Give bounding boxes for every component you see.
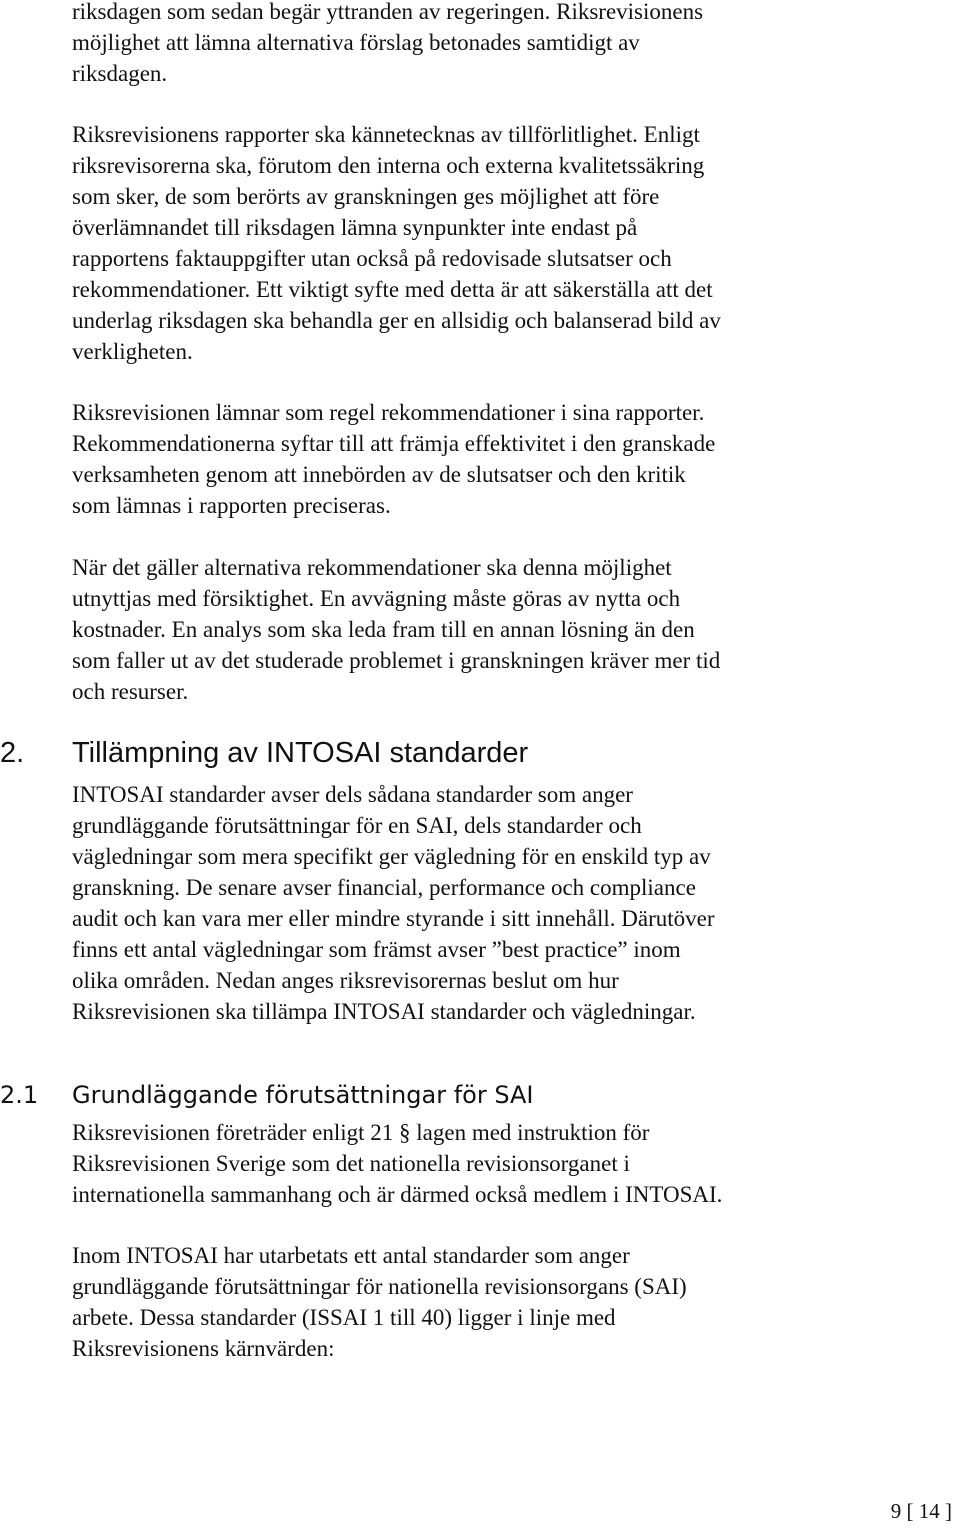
page-number: 9 [ 14 ] — [890, 1499, 952, 1523]
section-title: Tillämpning av INTOSAI standarder — [72, 737, 529, 769]
section-heading-2-1 — [0, 1080, 900, 1110]
subsection-number: 2.1 — [0, 1081, 39, 1109]
subsection-title: Grundläggande förutsättningar för SAI — [72, 1081, 534, 1109]
section-heading-2 — [0, 736, 900, 770]
paragraph-recommendations: Riksrevisionen lämnar som regel rekommendationer i sina rapporter. Rekommendationerna syftar till att främja effektivitet i den granskade verksamheten genom att innebörden av de slutsatser och den kritik som lämnas i rapporten preciseras. — [72, 400, 716, 518]
section-number: 2. — [0, 737, 25, 769]
paragraph-alternative-recommendations: När det gäller alternativa rekommendationer ska denna möjlighet utnyttjas med försiktighet. En avvägning måste göras av nytta och kostnader. En analys som ska leda fram till en annan lösning än den som faller ut av det studerade problemet i granskningen kräver mer tid och resurser. — [72, 555, 721, 704]
paragraph-reliability: Riksrevisionens rapporter ska kännetecknas av tillförlitlighet. Enligt riksrevisorerna ska, förutom den interna och externa kvalitetssäkring som sker, de som berörts av granskningen ges möjlighet att före överlämnandet till riksdagen lämna synpunkter inte endast på rapportens faktauppgifter utan också på redovisade slutsatser och rekommendationer. Ett viktigt syfte med detta är att säkerställa att det underlag riksdagen ska behandla ger en allsidig och balanserad bild av verkligheten. — [72, 122, 721, 364]
paragraph-intosai-standards: INTOSAI standarder avser dels sådana standarder som anger grundläggande förutsättningar för en SAI, dels standarder och vägledningar som mera specifikt ger vägledning för en enskild typ av granskning. De senare avser financial, performance och compliance audit och kan vara mer eller mindre styrande i sitt innehåll. Därutöver finns ett antal vägledningar som främst avser ”best practice” inom olika områden. Nedan anges riksrevisorernas beslut om hur Riksrevisionen ska tillämpa INTOSAI standarder och vägledningar. — [72, 782, 715, 1024]
paragraph-representation: Riksrevisionen företräder enligt 21 § lagen med instruktion för Riksrevisionen Sverige som det nationella revisionsorganet i internationella sammanhang och är därmed också medlem i INTOSAI. — [72, 1120, 723, 1207]
paragraph-continuation: riksdagen som sedan begär yttranden av regeringen. Riksrevisionens möjlighet att lämna alternativa förslag betonades samtidigt av riksdagen. — [72, 0, 704, 86]
paragraph-issai-standards: Inom INTOSAI har utarbetats ett antal standarder som anger grundläggande förutsättningar för nationella revisionsorgans (SAI) arbete. Dessa standarder (ISSAI 1 till 40) ligger i linje med Riksrevisionens kärnvärden: — [72, 1243, 687, 1361]
